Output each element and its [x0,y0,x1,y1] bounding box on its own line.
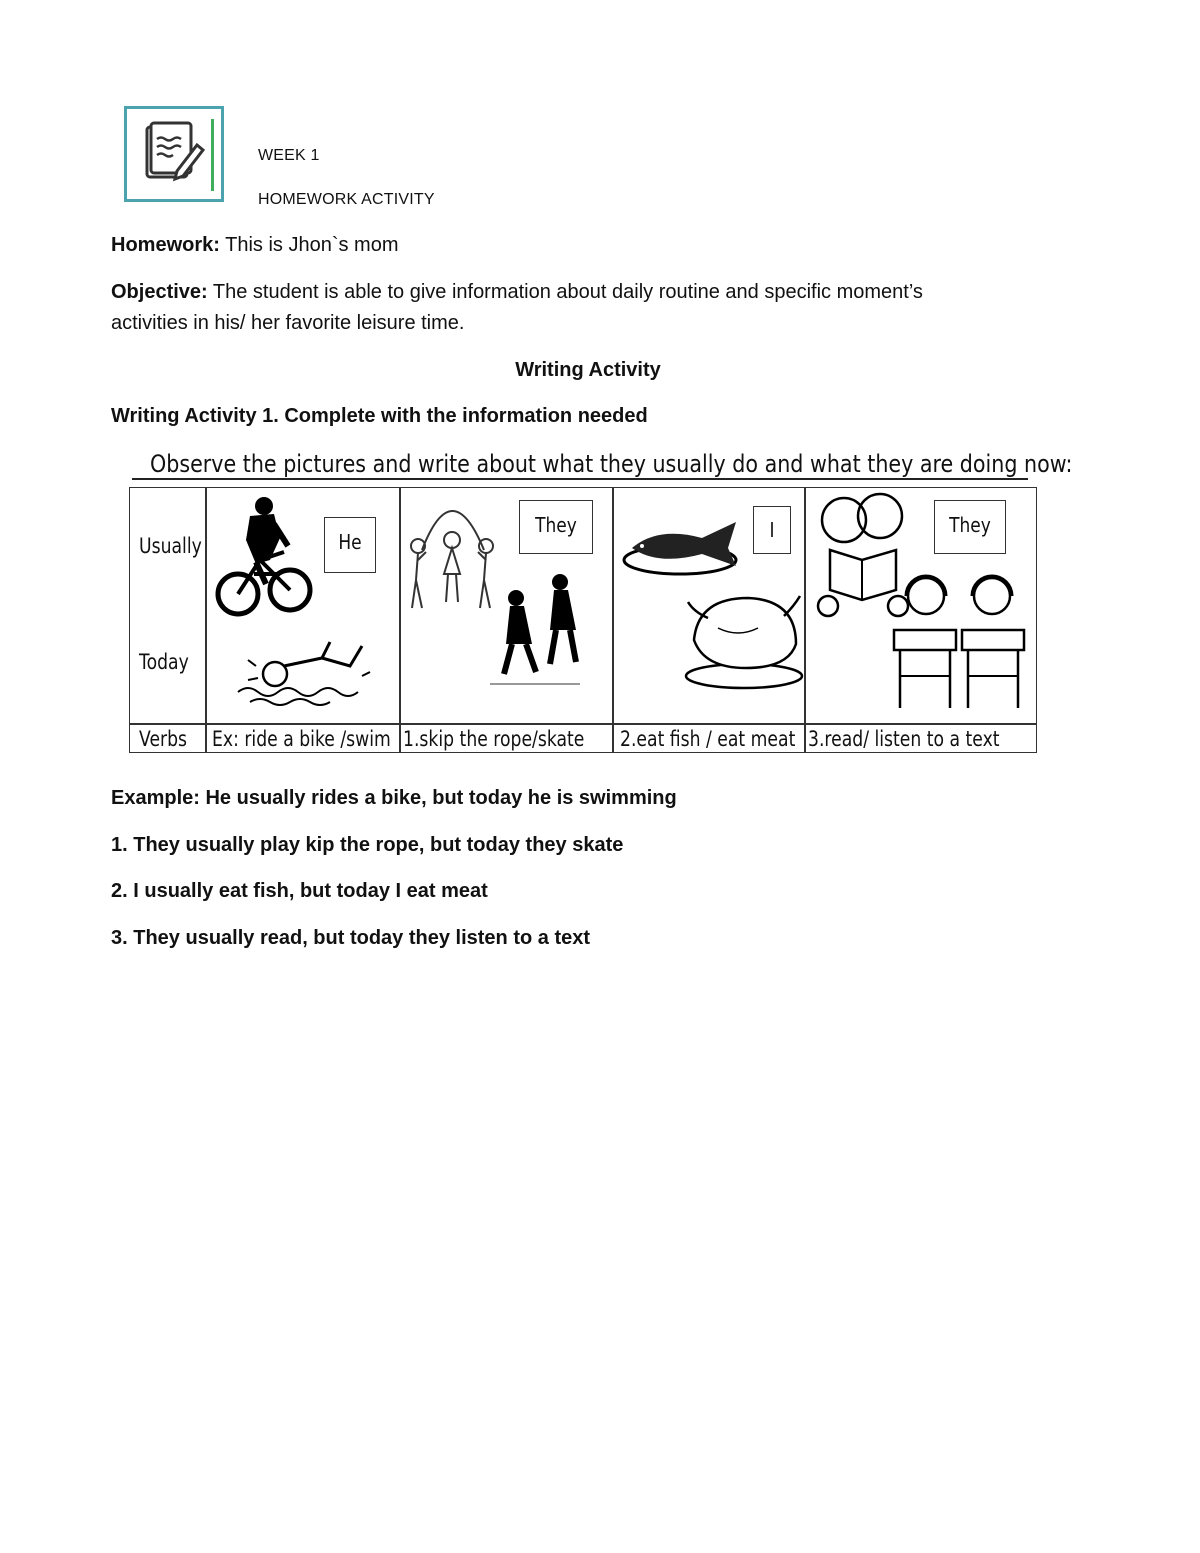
homework-text: This is Jhon`s mom [225,234,399,256]
children-listening-illustration [888,572,1030,714]
objective-line-1 [111,281,923,304]
logo-accent-bar [211,119,214,191]
pronoun-box-4: They [934,500,1006,554]
objective-text-1: The student is able to give information about daily routine and specific moment’s [212,281,923,303]
worksheet-instruction: Observe the pictures and write about what they usually do and what they are doing now: [150,450,1073,478]
section-title: Writing Activity [515,359,661,381]
worksheet-table [129,487,1037,753]
answer-1: 1. They usually play kip the rope, but today they skate [111,834,624,856]
objective-text-2: activities in his/ her favorite leisure time. [111,312,465,334]
pronoun-box-3: I [753,506,791,554]
verbs-col-3: 2.eat fish / eat meat [620,727,796,751]
answer-3: 3. They usually read, but today they listen to a text [111,927,591,949]
row-label-verbs: Verbs [139,727,188,751]
activity-title: Writing Activity 1. Complete with the information needed [111,405,648,427]
row-label-usually: Usually [139,534,202,558]
objective-label: Objective: [111,281,208,303]
pronoun-box-2: They [519,500,593,554]
homework-line [111,234,398,257]
answer-example: Example: He usually rides a bike, but today he is swimming [111,787,677,809]
homework-logo [124,106,224,202]
homework-label: Homework: [111,234,220,256]
verbs-col-4: 3.read/ listen to a text [808,727,1000,751]
notes-pencil-icon [141,121,205,185]
cyclist-illustration [210,494,320,622]
week-label: WEEK 1 [258,147,320,164]
verbs-col-2: 1.skip the rope/skate [403,727,585,751]
row-label-today: Today [139,650,189,674]
pronoun-box-1: He [324,517,376,573]
instruction-underline [132,478,1028,480]
verbs-col-1: Ex: ride a bike /swim [212,727,391,751]
fish-illustration [618,506,748,580]
skaters-illustration [480,574,590,694]
swimmer-illustration [230,636,380,716]
homework-activity-label: HOMEWORK ACTIVITY [258,191,435,208]
answer-2: 2. I usually eat fish, but today I eat meat [111,880,488,902]
roast-chicken-illustration [678,584,808,692]
